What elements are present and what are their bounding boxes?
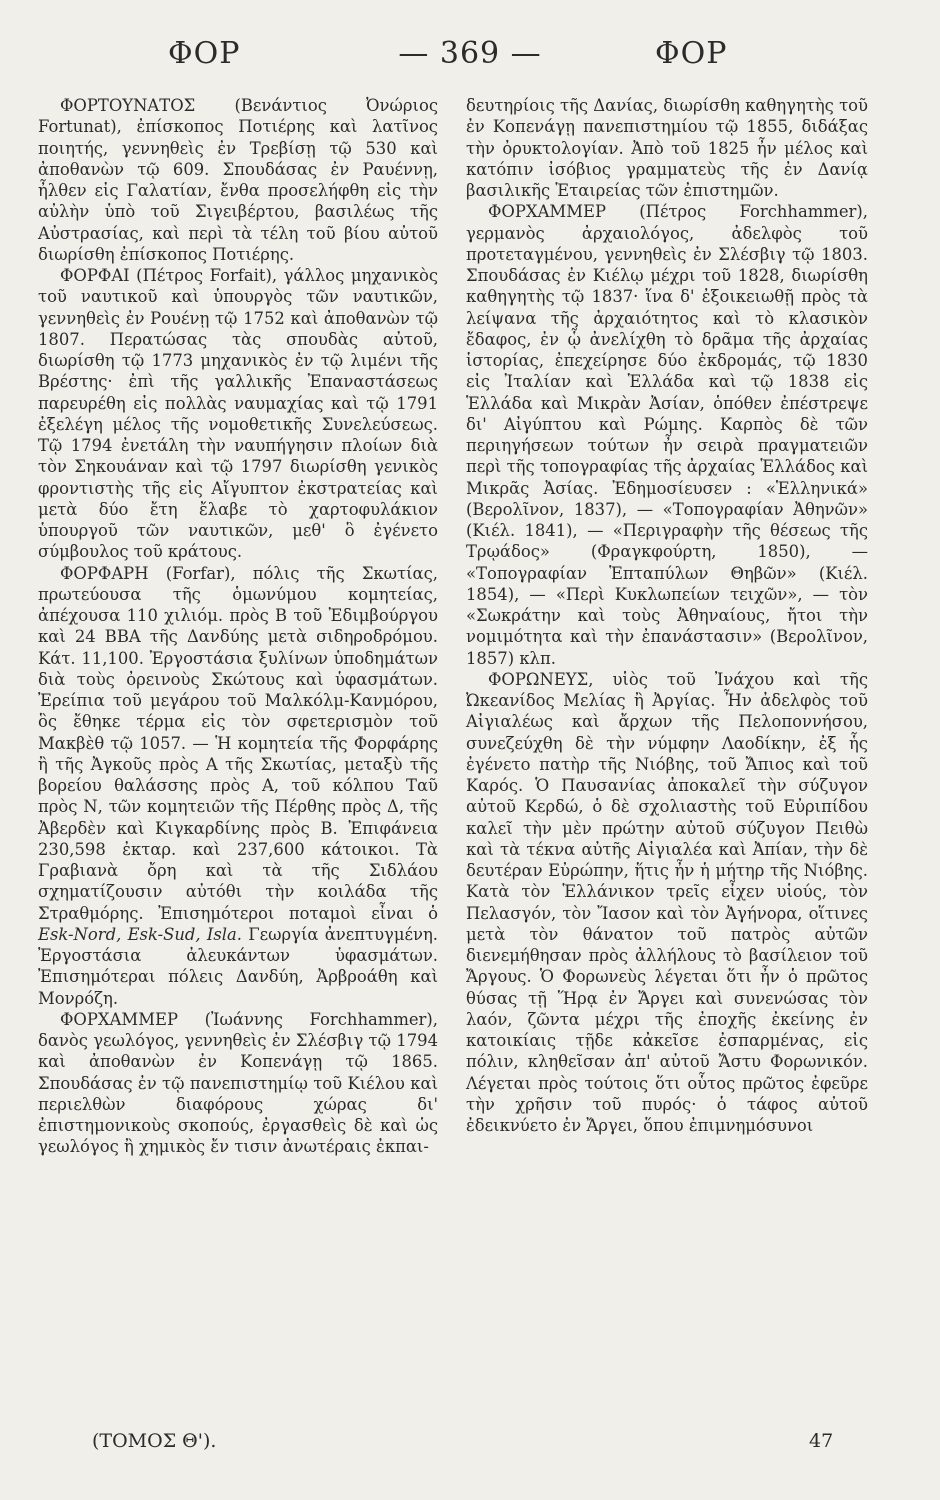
rivers-italic: Esk-Nord, Esk-Sud, Isla. bbox=[38, 924, 243, 944]
signature-mark: 47 bbox=[809, 1430, 834, 1452]
entry-forfai: ΦΟΡΦΑΙ (Πέτρος Forfait), γάλλος μηχανικὸς τοῦ ναυτικοῦ καὶ ὑπουργὸς τῶν ναυτικῶν, γεννηθεὶς ἐν Ρουένῃ τῷ 1752 καὶ ἀποθανὼν τῷ 1807. Περατώσας τὰς σπουδὰς αὐτοῦ, διωρίσθη τῷ 1773 μηχανικὸς ἐν τῷ λιμένι τῆς Βρέστης· ἐπὶ τῆς γαλλικῆς Ἐπαναστάσεως παρευρέθη εἰς πολλὰς ναυμαχίας καὶ τῷ 1791 ἐξελέγη μέλος τῆς νομοθετικῆς Συνελεύσεως. Τῷ 1794 ἐνετάλη τὴν ναυπήγησιν πλοίων διὰ τὸν Σηκουάναν καὶ τῷ 1797 διωρίσθη γενικὸς φροντιστὴς τῆς εἰς Αἴγυπτον ἐκστρατείας καὶ μετὰ δύο ἔτη ἔλαβε τὸ χαρτοφυλάκιον ὑπουργοῦ τῶν ναυτικῶν, μεθ' ὃ ἐγένετο σύμβουλος τοῦ κράτους. bbox=[38, 266, 438, 562]
left-column bbox=[38, 95, 438, 1158]
entry-fortounatos: ΦΟΡΤΟΥΝΑΤΟΣ (Βενάντιος Ὀνώριος Fortunat), ἐπίσκοπος Ποτιέρης καὶ λατῖνος ποιητής, γεννηθεὶς ἐν Τρεβίσῃ τῷ 530 καὶ ἀποθανὼν τῷ 609. Σπουδάσας ἐν Ραυέννῃ, ἦλθεν εἰς Γαλατίαν, ἔνθα προσελήφθη εἰς τὴν αὐλὴν ὑπὸ τοῦ Σιγειβέρτου, βασιλέως τῆς Αὐστρασίας, καὶ περὶ τὰ τέλη τοῦ βίου αὐτοῦ διωρίσθη ἐπίσκοπος Ποτιέρης. bbox=[38, 96, 438, 264]
page-number: — 369 — bbox=[398, 36, 542, 71]
running-head bbox=[0, 36, 940, 96]
entry-forchhammer-ioannis-continued: δευτηρίοις τῆς Δανίας, διωρίσθη καθηγητὴς τοῦ ἐν Κοπενάγῃ πανεπιστημίου τῷ 1855, διδάξας τὴν ὀρυκτολογίαν. Ἀπὸ τοῦ 1825 ἦν μέλος καὶ κατόπιν ἰσόβιος γραμματεὺς τῆς ἐν Δανίᾳ βασιλικῆς Ἑταιρείας τῶν ἐπιστημῶν. bbox=[466, 96, 868, 200]
header-left-guideword: ΦΟΡ bbox=[168, 36, 241, 71]
right-column bbox=[466, 95, 868, 1136]
header-right-guideword: ΦΟΡ bbox=[655, 36, 728, 71]
page-footer bbox=[0, 1430, 940, 1470]
entry-forfari-end: Γεωργία ἀνεπτυγμένη. Ἐργοστάσια ἀλευκάντων ὑφασμάτων. Ἐπισημότεραι πόλεις Δανδύη, Ἀρβροάθη καὶ Μονρόζη. bbox=[38, 924, 438, 1008]
entry-forchhammer-ioannis: ΦΟΡΧΑΜΜΕΡ (Ἰωάννης Forchhammer), δανὸς γεωλόγος, γεννηθεὶς ἐν Σλέσβιγ τῷ 1794 καὶ ἀποθανὼν ἐν Κοπενάγῃ τῷ 1865. Σπουδάσας ἐν τῷ πανεπιστημίῳ τοῦ Κιέλου καὶ περιελθὼν διαφόρους χώρας δι' ἐπιστημονικοὺς σκοπούς, ἐργασθεὶς δὲ καὶ ὡς γεωλόγος ἢ χημικὸς ἔν τισιν ἀνωτέραις ἐκπαι- bbox=[38, 1009, 438, 1157]
entry-forfari-text: ΦΟΡΦΑΡΗ (Forfar), πόλις τῆς Σκωτίας, πρωτεύουσα τῆς ὁμωνύμου κομητείας, ἀπέχουσα 110 χιλιόμ. πρὸς Β τοῦ Ἐδιμβούργου καὶ 24 ΒΒΑ τῆς Δανδύης μετὰ σιδηροδρόμου. Κάτ. 11,100. Ἐργοστάσια ξυλίνων ὑποδημάτων διὰ τοὺς ὀρεινοὺς Σκώτους καὶ ὑφασμάτων. Ἐρείπια τοῦ μεγάρου τοῦ Μαλκόλμ-Κανμόρου, ὃς ἔθηκε τέρμα εἰς τὸν σφετερισμὸν τοῦ Μακβὲθ τῷ 1057. — Ἡ κομητεία τῆς Φορφάρης ἢ τῆς Ἀγκοῦς πρὸς Α τῆς Σκωτίας, μεταξὺ τῆς βορείου θαλάσσης πρὸς Α, τοῦ κόλπου Ταῦ πρὸς Ν, τῶν κομητειῶν τῆς Πέρθης πρὸς Δ, τῆς Ἀβερδὲν καὶ Κιγκαρδίνης πρὸς Β. Ἐπιφάνεια 230,598 ἐκταρ. καὶ 237,600 κάτοικοι. Τὰ Γραβιανὰ ὄρη καὶ τὰ τῆς Σιδλάου σχηματίζουσιν αὐτόθι τὴν κοιλάδα τῆς Στραθμόρης. Ἐπισημότεροι ποταμοὶ εἶναι ὁ bbox=[38, 563, 438, 923]
entry-forfari bbox=[38, 563, 438, 1009]
volume-label: (ΤΟΜΟΣ Θ'). bbox=[92, 1430, 217, 1452]
entry-forchhammer-petros: ΦΟΡΧΑΜΜΕΡ (Πέτρος Forchhammer), γερμανὸς ἀρχαιολόγος, ἀδελφὸς τοῦ προτεταγμένου, γεννηθεὶς ἐν Σλέσβιγ τῷ 1803. Σπουδάσας ἐν Κιέλῳ μέχρι τοῦ 1828, διωρίσθη καθηγητὴς τῷ 1837· ἵνα δ' ἐξοικειωθῇ πρὸς τὰ λείψανα τῆς ἀρχαιότητος καὶ τὸ κλασικὸν ἔδαφος, ἐν ᾧ ἀνελίχθη τὸ δρᾶμα τῆς ἀρχαίας ἱστορίας, ἐπεχείρησε δύο ἐκδρομάς, τῷ 1830 εἰς Ἰταλίαν καὶ Ἑλλάδα καὶ τῷ 1838 εἰς Ἑλλάδα καὶ Μικρὰν Ἀσίαν, ὁπόθεν ἐπέστρεψε δι' Αἰγύπτου καὶ Ρώμης. Καρπὸς δὲ τῶν περιηγήσεων τούτων ἦν σειρὰ πραγματειῶν περὶ τῆς τοπογραφίας τῆς ἀρχαίας Ἑλλάδος καὶ Μικρᾶς Ἀσίας. Ἐδημοσίευσεν : «Ἑλληνικά» (Βερολῖνον, 1837), — «Τοπογραφίαν Ἀθηνῶν» (Κιέλ. 1841), — «Περιγραφὴν τῆς θέσεως τῆς Τρῳάδος» (Φραγκφούρτη, 1850), — «Τοπογραφίαν Ἑπταπύλων Θηβῶν» (Κιέλ. 1854), — «Περὶ Κυκλωπείων τειχῶν», — τὸν «Σωκράτην καὶ τοὺς Ἀθηναίους, ἤτοι τὴν νομιμότητα καὶ τὴν ἐπανάστασιν» (Βερολῖνον, 1857) κλπ. bbox=[466, 202, 868, 668]
entry-foroneus: ΦΟΡΩΝΕΥΣ, υἱὸς τοῦ Ἰνάχου καὶ τῆς Ὠκεανίδος Μελίας ἢ Ἀργίας. Ἦν ἀδελφὸς τοῦ Αἰγιαλέως καὶ ἄρχων τῆς Πελοποννήσου, συνεζεύχθη δὲ τὴν νύμφην Λαοδίκην, ἐξ ἧς ἐγένετο πατὴρ τῆς Νιόβης, τοῦ Ἄπιος καὶ τοῦ Καρός. Ὁ Παυσανίας ἀποκαλεῖ τὴν σύζυγον αὐτοῦ Κερδώ, ὁ δὲ σχολιαστὴς τοῦ Εὐριπίδου καλεῖ τὴν μὲν πρώτην αὐτοῦ σύζυγον Πειθὼ καὶ τὰ τέκνα αὐτῆς Αἰγιαλέα καὶ Ἀπίαν, τὴν δὲ δευτέραν Εὐρώπην, ἥτις ἦν ἡ μήτηρ τῆς Νιόβης. Κατὰ τὸν Ἑλλάνικον τρεῖς εἶχεν υἱούς, τὸν Πελασγόν, τὸν Ἴασον καὶ τὸν Ἀγήνορα, οἵτινες μετὰ τὸν θάνατον τοῦ πατρὸς αὐτῶν διενεμήθησαν πρὸς ἀλλήλους τὸ βασίλειον τοῦ Ἄργους. Ὁ Φορωνεὺς λέγεται ὅτι ἦν ὁ πρῶτος θύσας τῇ Ἥρᾳ ἐν Ἄργει καὶ συνενώσας τὸν λαόν, ζῶντα μέχρι τῆς ἐποχῆς ἐκείνης ἐν κατοικίαις τῇδε κἀκεῖσε ἐσπαρμένας, εἰς πόλιν, κληθεῖσαν ἀπ' αὐτοῦ Ἄστυ Φορωνικόν. Λέγεται πρὸς τούτοις ὅτι οὗτος πρῶτος ἐφεῦρε τὴν χρῆσιν τοῦ πυρός· ὁ τάφος αὐτοῦ ἐδεικνύετο ἐν Ἄργει, ὅπου ἐπιμνημόσυνοι bbox=[466, 669, 868, 1135]
